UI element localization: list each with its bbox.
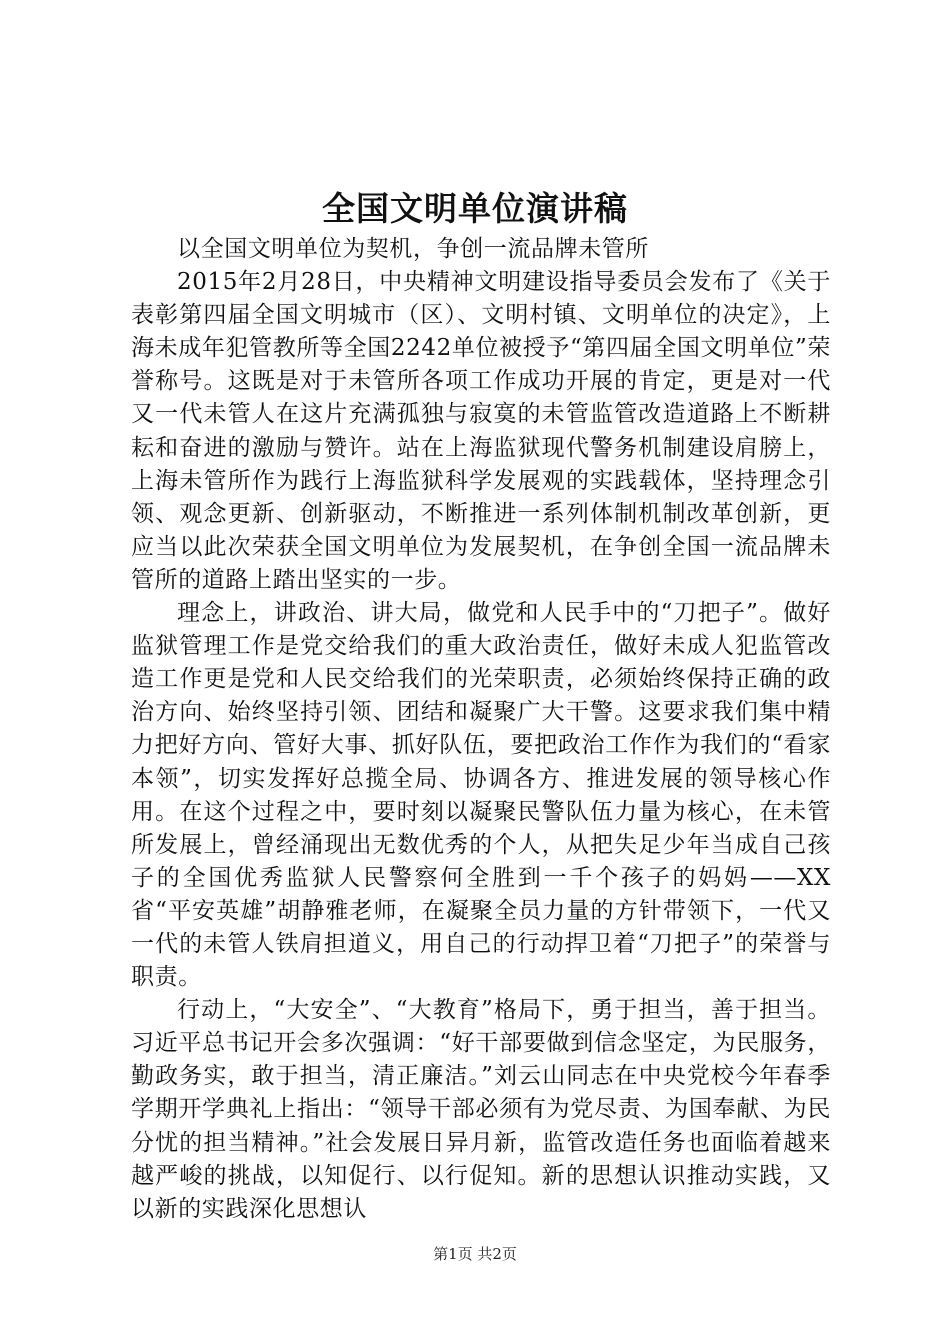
paragraph-intro: 2015年2月28日，中央精神文明建设指导委员会发布了《关于表彰第四届全国文明城市（区）、文明村镇、文明单位的决定》，上海未成年犯管教所等全国2242单位被授予“第四届全国文明单位”荣誉称号。这既是对于未管所各项工作成功开展的肯定，更是对一代又一代未管人在这片充满孤独与寂寞的未管监管改造道路上不断耕耘和奋进的激励与赞许。站在上海监狱现代警务机制建设肩膀上，上海未管所作为践行上海监狱科学发展观的实践载体，坚持理念引领、观念更新、创新驱动，不断推进一系列体制机制改革创新，更应当以此次荣获全国文明单位为发展契机，在争创全国一流品牌未管所的道路上踏出坚实的一步。 [131, 269, 831, 593]
page-number-footer: 第1页 共2页 [433, 1245, 517, 1263]
paragraph-subtitle: 以全国文明单位为契机，争创一流品牌未管所 [177, 236, 649, 262]
document-body [131, 233, 831, 1226]
paragraph-concept: 理念上，讲政治、讲大局，做党和人民手中的“刀把子”。做好监狱管理工作是党交给我们的重大政治责任，做好未成人犯监管改造工作更是党和人民交给我们的光荣职责，必须始终保持正确的政治方向、始终坚持引领、团结和凝聚广大干警。这要求我们集中精力把好方向、管好大事、抓好队伍，要把政治工作作为我们的“看家本领”，切实发挥好总揽全局、协调各方、推进发展的领导核心作用。在这个过程之中，要时刻以凝聚民警队伍力量为核心，在未管所发展上，曾经涌现出无数优秀的个人，从把失足少年当成自己孩子的全国优秀监狱人民警察何全胜到一千个孩子的妈妈——XX省“平安英雄”胡静雅老师，在凝聚全员力量的方针带领下，一代又一代的未管人铁肩担道义，用自己的行动捍卫着“刀把子”的荣誉与职责。 [131, 600, 831, 991]
paragraph-action: 行动上，“大安全”、“大教育”格局下，勇于担当，善于担当。习近平总书记开会多次强调：“好干部要做到信念坚定，为民服务，勤政务实，敢于担当，清正廉洁。”刘云山同志在中央党校今年春季学期开学典礼上指出：“领导干部必须有为党尽责、为国奉献、为民分忧的担当精神。”社会发展日异月新，监管改造任务也面临着越来越严峻的挑战，以知促行、以行促知。新的思想认识推动实践，又以新的实践深化思想认 [131, 997, 831, 1222]
document-title: 全国文明单位演讲稿 [322, 189, 628, 228]
